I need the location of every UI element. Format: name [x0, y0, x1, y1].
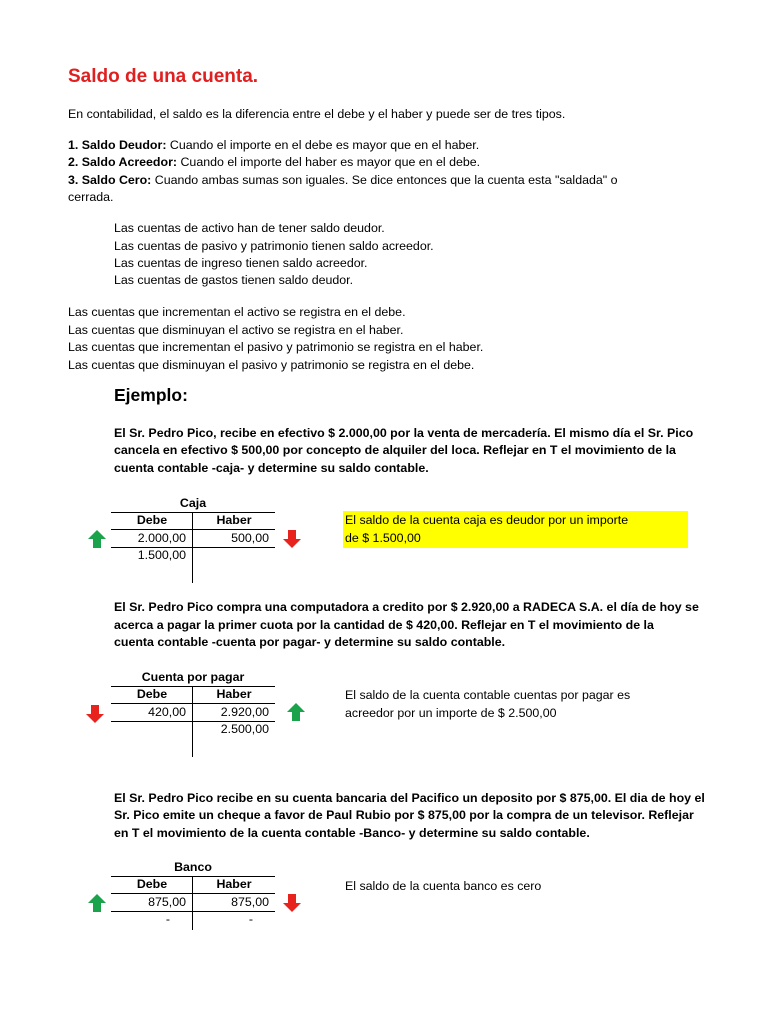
- type-deudor: [68, 137, 479, 154]
- type-acreedor: [68, 154, 480, 171]
- up-arrow-icon: [287, 703, 305, 721]
- down-arrow-icon: [283, 894, 301, 912]
- type-desc: Cuando el importe del haber es mayor que en el debe.: [177, 155, 481, 169]
- type-label: 1. Saldo Deudor:: [68, 138, 167, 152]
- conclusion-line: El saldo de la cuenta caja es deudor por un importe: [345, 513, 629, 527]
- up-arrow-icon: [88, 530, 106, 548]
- problem-line: El Sr. Pedro Pico compra una computadora a credito por $ 2.920,00 a RADECA S.A. el día de hoy se: [114, 600, 699, 614]
- type-label: 2. Saldo Acreedor:: [68, 155, 178, 169]
- rule-line: Las cuentas de gastos tienen saldo deudor.: [114, 273, 354, 287]
- haber-header: Haber: [216, 687, 252, 701]
- type-label: 3. Saldo Cero:: [68, 173, 152, 187]
- problem-line: acerca a pagar la primer cuota por la cantidad de $ 420,00. Reflejar en T el movimiento de la: [114, 618, 654, 632]
- type-desc: Cuando ambas sumas son iguales. Se dice entonces que la cuenta esta "saldada" o: [151, 173, 618, 187]
- up-arrow-icon: [88, 894, 106, 912]
- register-rule: Las cuentas que disminuyan el activo se registra en el haber.: [68, 323, 404, 337]
- rule-line: Las cuentas de ingreso tienen saldo acreedor.: [114, 256, 368, 270]
- debe-value: 2.000,00: [137, 531, 186, 545]
- rule-line: Las cuentas de activo han de tener saldo deudor.: [114, 221, 385, 235]
- haber-value: 500,00: [231, 531, 269, 545]
- problem-line: cancela en efectivo $ 500,00 por concepto de alquiler del loca. Reflejar en T el movimiento de la: [114, 443, 676, 457]
- t-header-line: [111, 703, 275, 704]
- t-header-line: [111, 529, 275, 530]
- example-heading: Ejemplo:: [114, 385, 188, 405]
- haber-balance: 2.500,00: [220, 722, 269, 736]
- type-desc: Cuando el importe en el debe es mayor que en el haber.: [166, 138, 480, 152]
- haber-header: Haber: [216, 513, 252, 527]
- rule-line: Las cuentas de pasivo y patrimonio tienen saldo acreedor.: [114, 239, 434, 253]
- problem-line: en T el movimiento de la cuenta contable -Banco- y determine su saldo contable.: [114, 826, 590, 840]
- haber-value: 875,00: [231, 895, 269, 909]
- type-cero: [68, 172, 618, 189]
- problem-line: El Sr. Pedro Pico recibe en su cuenta bancaria del Pacifico un deposito por $ 875,00. El dia de hoy el: [114, 791, 705, 805]
- account-name: Cuenta por pagar: [141, 670, 245, 684]
- debe-value: 875,00: [148, 895, 186, 909]
- debe-value: 420,00: [148, 705, 186, 719]
- debe-header: Debe: [136, 513, 168, 527]
- register-rule: Las cuentas que disminuyan el pasivo y patrimonio se registra en el debe.: [68, 358, 475, 372]
- haber-value: 2.920,00: [220, 705, 269, 719]
- conclusion-line: El saldo de la cuenta contable cuentas por pagar es: [345, 688, 631, 702]
- down-arrow-icon: [86, 705, 104, 723]
- conclusion-line: de $ 1.500,00: [345, 531, 421, 545]
- type-cero-continuation: cerrada.: [68, 190, 114, 204]
- problem-line: cuenta contable -caja- y determine su saldo contable.: [114, 461, 429, 475]
- haber-balance: -: [248, 912, 253, 926]
- debe-balance: -: [165, 912, 170, 926]
- page-title: Saldo de una cuenta.: [68, 66, 259, 87]
- debe-header: Debe: [136, 877, 168, 891]
- haber-header: Haber: [216, 877, 252, 891]
- register-rule: Las cuentas que incrementan el activo se registra en el debe.: [68, 305, 406, 319]
- intro-text: En contabilidad, el saldo es la diferencia entre el debe y el haber y puede ser de tres tipos.: [68, 107, 566, 121]
- problem-line: El Sr. Pedro Pico, recibe en efectivo $ 2.000,00 por la venta de mercadería. El mismo día el Sr. Pico: [114, 426, 694, 440]
- down-arrow-icon: [283, 530, 301, 548]
- debe-header: Debe: [136, 687, 168, 701]
- account-name: Caja: [179, 496, 207, 510]
- conclusion-line: El saldo de la cuenta banco es cero: [345, 879, 542, 893]
- problem-line: cuenta contable -cuenta por pagar- y determine su saldo contable.: [114, 635, 506, 649]
- account-name: Banco: [174, 860, 212, 874]
- debe-balance: 1.500,00: [137, 548, 186, 562]
- conclusion-line: acreedor por un importe de $ 2.500,00: [345, 706, 557, 720]
- register-rule: Las cuentas que incrementan el pasivo y patrimonio se registra en el haber.: [68, 340, 484, 354]
- t-header-line: [111, 893, 275, 894]
- problem-line: Sr. Pico emite un cheque a favor de Paul Rubio por $ 875,00 por la compra de un televisor. Reflejar: [114, 808, 694, 822]
